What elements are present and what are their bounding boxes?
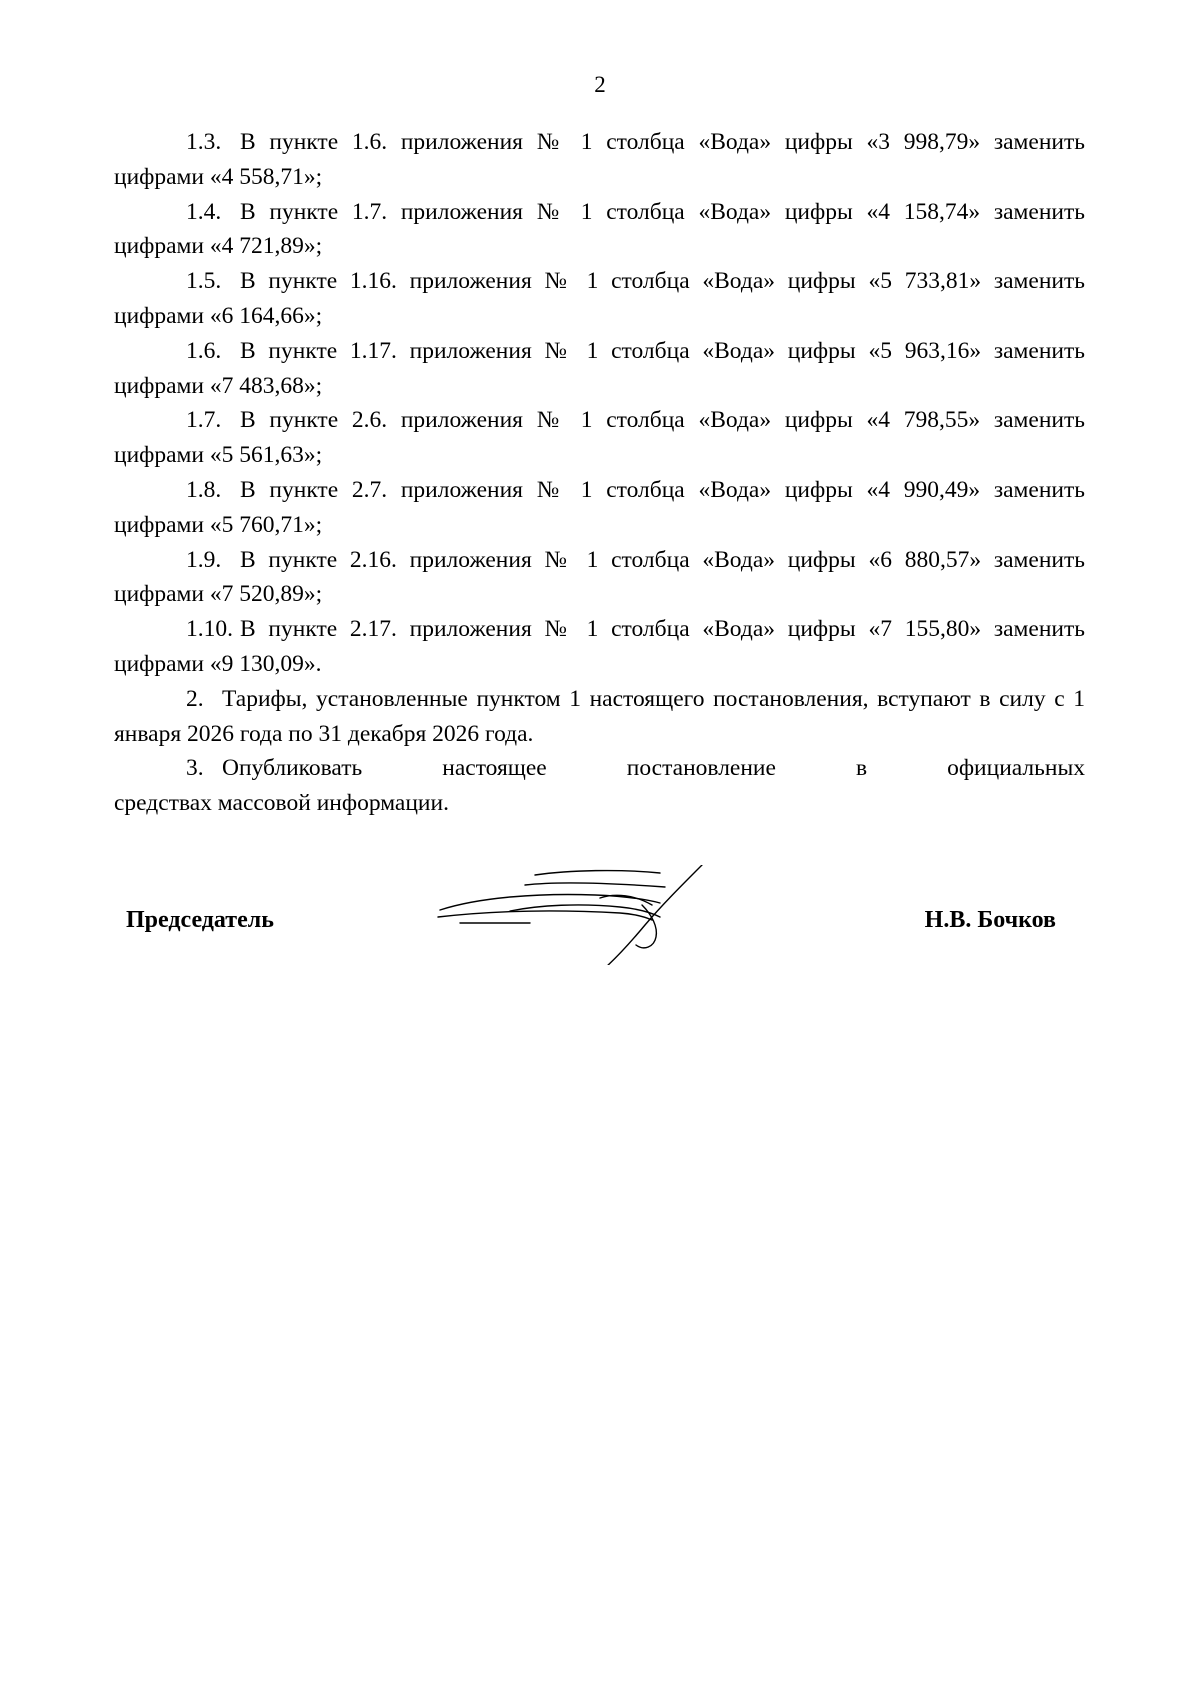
- paragraph-1-9: [114, 543, 1085, 613]
- paragraph-1-3: [114, 125, 1085, 195]
- paragraph-number: 1.4.: [186, 198, 222, 225]
- signature-block: [126, 865, 1056, 985]
- paragraph-text: В пункте 2.16. приложения № 1 столбца «Вода» цифры «6 880,57» заменить цифрами «7 520,89»;: [114, 546, 1085, 608]
- paragraph-1-7: [114, 403, 1085, 473]
- signatory-name: Н.В. Бочков: [924, 907, 1056, 933]
- paragraph-2: [114, 682, 1085, 752]
- document-body: [114, 125, 1085, 821]
- paragraph-text: В пункте 2.17. приложения № 1 столбца «Вода» цифры «7 155,80» заменить цифрами «9 130,09».: [114, 616, 1085, 677]
- paragraph-text: В пункте 2.7. приложения № 1 столбца «Вода» цифры «4 990,49» заменить цифрами «5 760,71»;: [114, 476, 1085, 538]
- paragraph-text-line2: средствах массовой информации.: [114, 790, 449, 817]
- paragraph-number: 1.7.: [186, 407, 222, 434]
- paragraph-number: 1.10.: [186, 616, 233, 643]
- paragraph-number: 1.6.: [186, 337, 222, 364]
- paragraph-1-4: [114, 195, 1085, 265]
- paragraph-text: В пункте 2.6. приложения № 1 столбца «Вода» цифры «4 798,55» заменить цифрами «5 561,63»;: [114, 407, 1085, 469]
- paragraph-3-continuation: [114, 786, 1085, 821]
- handwritten-signature: [420, 865, 720, 965]
- paragraph-number: 1.5.: [186, 268, 222, 295]
- paragraph-text: В пункте 1.7. приложения № 1 столбца «Вода» цифры «4 158,74» заменить цифрами «4 721,89»;: [114, 198, 1085, 260]
- paragraph-number: 1.9.: [186, 546, 222, 573]
- paragraph-text: В пункте 1.16. приложения № 1 столбца «Вода» цифры «5 733,81» заменить цифрами «6 164,66»;: [114, 268, 1085, 329]
- paragraph-text: В пункте 1.6. приложения № 1 столбца «Вода» цифры «3 998,79» заменить цифрами «4 558,71»;: [114, 129, 1085, 190]
- page-number: 2: [594, 72, 606, 97]
- paragraph-text-line1: Опубликовать настоящее постановление в официальных: [222, 755, 1085, 782]
- paragraph-number: 1.8.: [186, 476, 222, 503]
- paragraph-1-6: [114, 334, 1085, 404]
- paragraph-number: 2.: [186, 685, 204, 712]
- paragraph-3: [114, 751, 1085, 786]
- signatory-title: Председатель: [126, 907, 274, 933]
- paragraph-text: В пункте 1.17. приложения № 1 столбца «Вода» цифры «5 963,16» заменить цифрами «7 483,68»;: [114, 337, 1085, 399]
- paragraph-1-5: [114, 264, 1085, 334]
- paragraph-1-8: [114, 473, 1085, 543]
- paragraph-number: 3.: [186, 755, 204, 782]
- paragraph-text: Тарифы, установленные пунктом 1 настоящего постановления, вступают в силу с 1 января 2026 года по 31 декабря 2026 года.: [114, 685, 1085, 747]
- paragraph-1-10: [114, 612, 1085, 682]
- paragraph-number: 1.3.: [186, 129, 222, 155]
